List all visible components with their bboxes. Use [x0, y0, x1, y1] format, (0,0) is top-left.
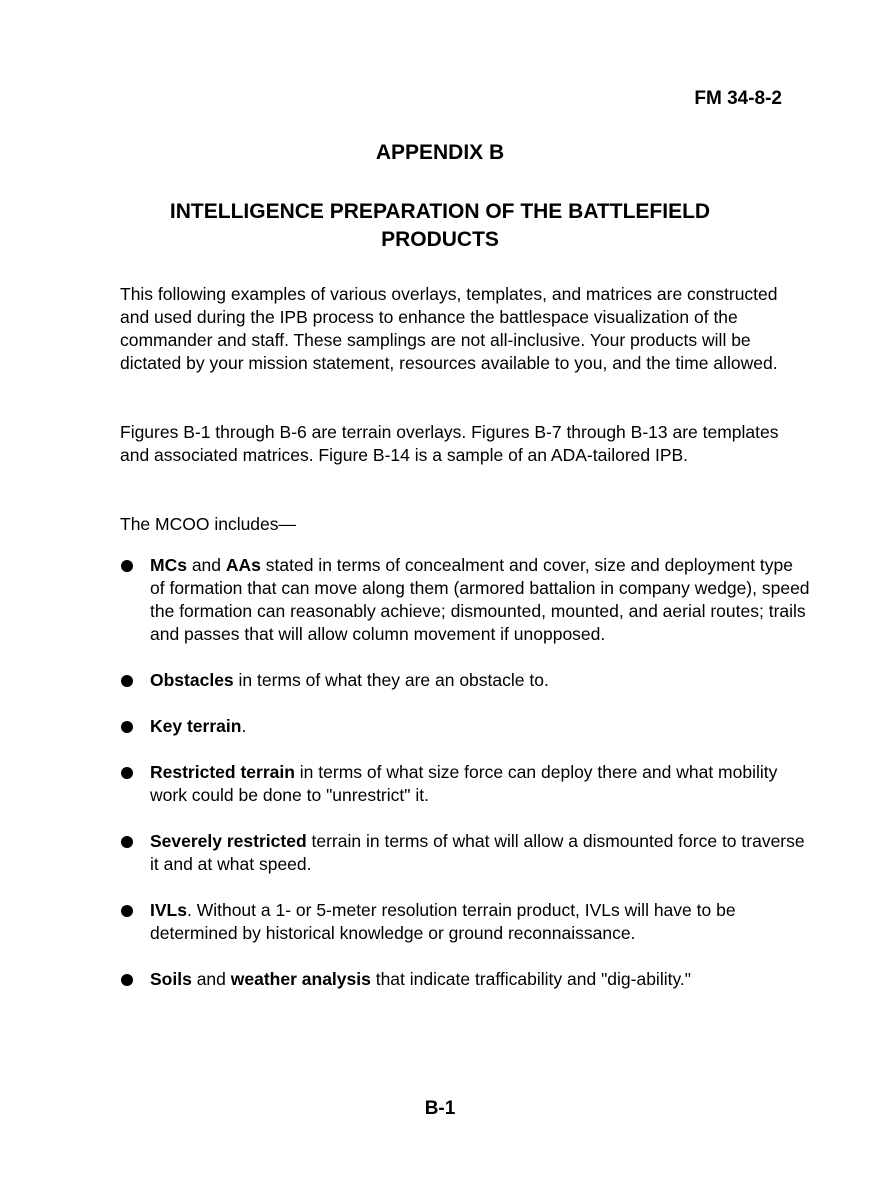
- list-item: [120, 669, 810, 692]
- bullet-icon: [121, 560, 133, 572]
- text: . Without a 1- or 5-meter resolution terrain product, IVLs will have to be determined by historical knowledge or ground reconnaissance.: [150, 900, 736, 943]
- list-item: [120, 899, 810, 945]
- title-line-1: INTELLIGENCE PREPARATION OF THE BATTLEFIELD: [169, 200, 711, 223]
- mcoo-list: [120, 554, 810, 991]
- list-item: [120, 968, 810, 991]
- bullet-icon: [121, 974, 133, 986]
- term: MCs: [150, 555, 187, 575]
- intro-paragraph: This following examples of various overlays, templates, and matrices are constructed and used during the IPB process to enhance the battlespace visualization of the commander and staff. These samplings are not all-inclusive. Your products will be dictated by your mission statement, resources available to you, and the time allowed.: [120, 284, 778, 373]
- bullet-icon: [121, 767, 133, 779]
- page-title: [100, 198, 780, 254]
- list-item: [120, 830, 810, 876]
- term: Soils: [150, 969, 192, 989]
- term: AAs: [225, 555, 261, 575]
- bullet-icon: [121, 836, 133, 848]
- page-number: B-1: [424, 1098, 456, 1119]
- text: stated in terms of concealment and cover, size and deployment type of formation that can move along them (armored battalion in company wedge), speed the formation can reasonably achieve; dismounted, mounted, and aerial routes; trails and passes that will allow column movement if unopposed.: [150, 555, 810, 644]
- text: in terms of what they are an obstacle to.: [233, 670, 549, 690]
- text: terrain in terms of what will allow a dismounted force to traverse it and at what speed.: [150, 831, 805, 874]
- bullet-icon: [121, 675, 133, 687]
- text: that indicate trafficability and "dig-ability.": [370, 969, 691, 989]
- text: and: [186, 555, 226, 575]
- term: Obstacles: [150, 670, 234, 690]
- list-item: [120, 715, 810, 738]
- mcoo-intro: The MCOO includes—: [120, 514, 297, 534]
- bullet-icon: [121, 905, 133, 917]
- text: in terms of what size force can deploy there and what mobility work could be done to "unrestrict" it.: [150, 762, 778, 805]
- bullet-icon: [121, 721, 133, 733]
- document-code: FM 34-8-2: [694, 88, 782, 109]
- term: Key terrain: [150, 716, 242, 736]
- text: .: [241, 716, 247, 736]
- appendix-heading: APPENDIX B: [375, 141, 505, 164]
- term: Severely restricted: [150, 831, 307, 851]
- term: IVLs: [150, 900, 187, 920]
- text: and: [191, 969, 231, 989]
- list-item: [120, 554, 810, 646]
- term: weather analysis: [230, 969, 371, 989]
- title-line-2: PRODUCTS: [381, 228, 499, 251]
- term: Restricted terrain: [150, 762, 295, 782]
- list-item: [120, 761, 810, 807]
- figures-paragraph: Figures B-1 through B-6 are terrain overlays. Figures B-7 through B-13 are templates and associated matrices. Figure B-14 is a sample of an ADA-tailored IPB.: [120, 422, 779, 465]
